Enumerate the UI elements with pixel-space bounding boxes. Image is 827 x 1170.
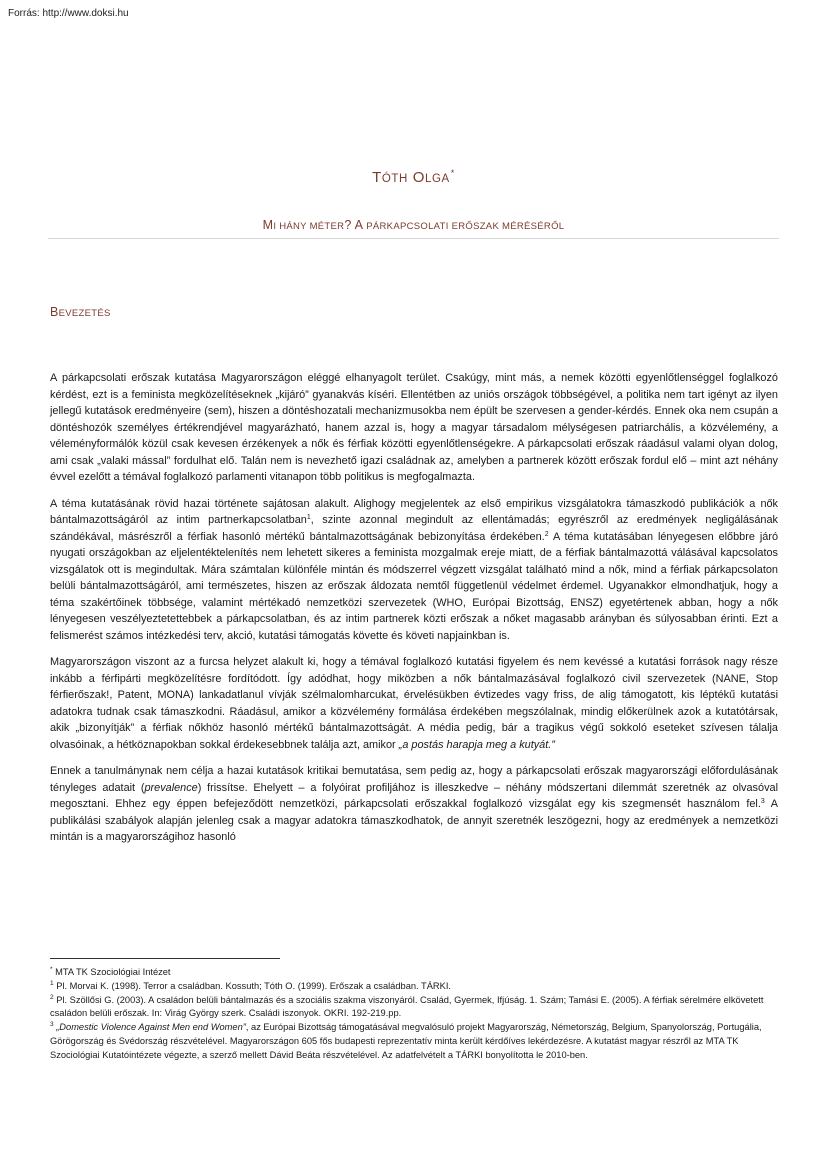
paragraph: A párkapcsolati erőszak kutatása Magyarországon eléggé elhanyagolt terület. Csakúgy, mint más, a nemek közötti egyenlőtlenséggel foglalkozó kérdést, ezt is a feminista megközelítéseknek „kijáró” gyanakvás kíséri. Ellentétben az uniós országok többségével, a politika nem tart igényt az ilyen jellegű kutatások eredményeire (sem), hiszen a döntéshozatali mechanizmusokba nem épült be szervesen a gender-kérdés. Ennek oka nem csupán a döntéshozók személyes értékrendjével magyarázható, hanem azzal is, hogy a magyar társadalom mélységesen patriarchális, a közvélemény, a véleményformálók közül csak kevesen érzékenyek a nők és férfiak közötti egyenlőtlenségekre. A párkapcsolati erőszak ráadásul valami olyan dolog, ami csak „valaki mással” fordulhat elő. Talán nem is nevezhető igazi családnak az, amelyben a partnerek között erőszak fordul elő – mint azt néhány évvel ezelőtt a témával foglalkozó parlamenti vitanapon több politikus is megfogalmazta. — [50, 372, 778, 483]
footnote-ref[interactable]: 3 — [760, 798, 765, 805]
footnote-item: $^2$ Pl. Szöllősi G. (2003). A családon belüli bántalmazás és a szociális szakma viszonyáról. Család, Gyermek, Ifjúság. 1. Szám; Tamási E. (2005). A férfiak sérelmére elkövetett családon belüli erőszak. In: Virág György szerk. Családi iszonyok. OKRI. 192-219.pp. — [50, 993, 764, 1019]
quote: „a postás harapja meg a kutyát.” — [398, 738, 555, 751]
footnotes — [50, 966, 778, 1063]
footnote-ref[interactable]: 1 — [306, 514, 311, 521]
footnote-ref[interactable]: 2 — [544, 530, 549, 538]
section-heading: BEVEZETÉS — [50, 305, 111, 319]
footnote-divider — [50, 958, 280, 959]
footnote-item: $^1$ Pl. Morvai K. (1998). Terror a családban. Kossuth; Tóth O. (1999). Erőszak a családban. TÁRKI. — [50, 979, 451, 991]
paragraph: Ennek a tanulmánynak nem célja a hazai kutatások kritikai bemutatása, sem pedig az, hogy a párkapcsolati erőszak magyarországi előfordulásának tényleges adatait (prevalence) frissítse. Ehelyett – a folyóirat profiljához is illeszkedve – néhány módszertani dilemmát szeretnék az olvasóval megosztani. Ehhez egy éppen befejeződött nemzetközi, párkapcsolati erőszakkal foglalkozó vizsgálat egy kis szegmensét használom fel.$^3$ A publikálási szabályok alapján jelenleg csak a magyar adatokra támaszkodhatok, de annyit szeretnék leszögezni, hogy az eredmények a nemzetközi mintán is a magyarországihoz hasonló — [50, 765, 778, 843]
footnote-item: $^3$ „Domestic Violence Against Men end Women”, az Európai Bizottság támogatásával megvalósuló projekt Magyarország, Németország, Belgium, Spanyolország, Portugália, Görögország és Svédország részvételével. Magyarországon 605 fős budapesti reprezentatív minta került kérdőíves lekérdezésre. A kutatást magyar részről az MTA TK Szociológiai Kutatóintézete végezte, a szerző mellett Dávid Beáta részvételével. Az adatfelvételt a TÁRKI bonyolította le 2010-ben. — [50, 1021, 762, 1060]
author-footnote-mark: * — [450, 168, 455, 178]
source-label: Forrás: http://www.doksi.hu — [8, 8, 129, 19]
author-name: TÓTH OLGA* — [372, 168, 455, 186]
article-body — [50, 370, 778, 856]
paragraph: Magyarországon viszont az a furcsa helyzet alakult ki, hogy a témával foglalkozó kutatási figyelem és nem kevéssé a kutatási források nagy része inkább a férfipárti megközelítésre fordítódott. Így adódhat, hogy miközben a nők bántalmazásával foglalkozó civil szervezetek (NANE, Stop férfierőszak!, Patent, MONA) lankadatlanul vívják szélmalomharcukat, érvelésükben évtizedes vagy friss, de alig támogatott, kis léptékű kutatási adatokra tudnak csak támaszkodni. Ráadásul, amikor a közvélemény formálása érdekében megszólalnak, mindig előkerülnek azok a kutatótársak, akik „bizonyítják” a férfiak nőkhöz hasonló mértékű bántalmazottságát. A média pedig, bár a tragikus végű sokkoló eseteket szívesen tálalja olvasóinak, a hétköznapokban sokkal érdekesebbnek találja azt, amikor „a postás harapja meg a kutyát.” — [50, 656, 778, 751]
article-title: MI HÁNY MÉTER? A PÁRKAPCSOLATI ERŐSZAK MÉRÉSÉRŐL — [48, 218, 779, 239]
footnote-item: * MTA TK Szociológiai Intézet — [50, 966, 171, 977]
paragraph: A téma kutatásának rövid hazai története sajátosan alakult. Alighogy megjelentek az első empirikus vizsgálatokra támaszkodó publikációk a nők bántalmazottságáról az intim partnerkapcsolatban$^1$, szinte azonnal megindult az ellentámadás; egyrészről az eredmények negligálásának szándékával, másrészről a férfiak hasonló mértékű bántalmazottságának bebizonyítása érdekében.$^2$ A téma kutatásában lényegesen előbbre járó nyugati országokban az eljelentéktelenítés nem lehetett sikeres a feminista mozgalmak ereje miatt, de a férfiak bántalmazottá válásával kapcsolatos vizsgálatok ott is megindultak. Mára számtalan különféle mintán és módszerrel végzett vizsgálat található mind a nők, mind a férfiak párkapcsolaton belüli bántalmazottságáról, ami természetes, hiszen az erőszak áldozata nemtől függetlenül védelmet érdemel. Ugyanakkor elmondhatjuk, hogy a téma szakértőinek többsége, valamint mértékadó nemzetközi szervezetek (WHO, Európai Bizottság, ENSZ) egyetértenek abban, hogy a nők lényegesen veszélyeztetettebbek a párkapcsolatban, és az intim partnerek közti erőszak a nőket magasabb arányban és súlyosabban érinti. Ezt a felismerést számos intézkedési terv, akció, kutatási támogatás követte és követi napjainkban is. — [50, 497, 778, 642]
